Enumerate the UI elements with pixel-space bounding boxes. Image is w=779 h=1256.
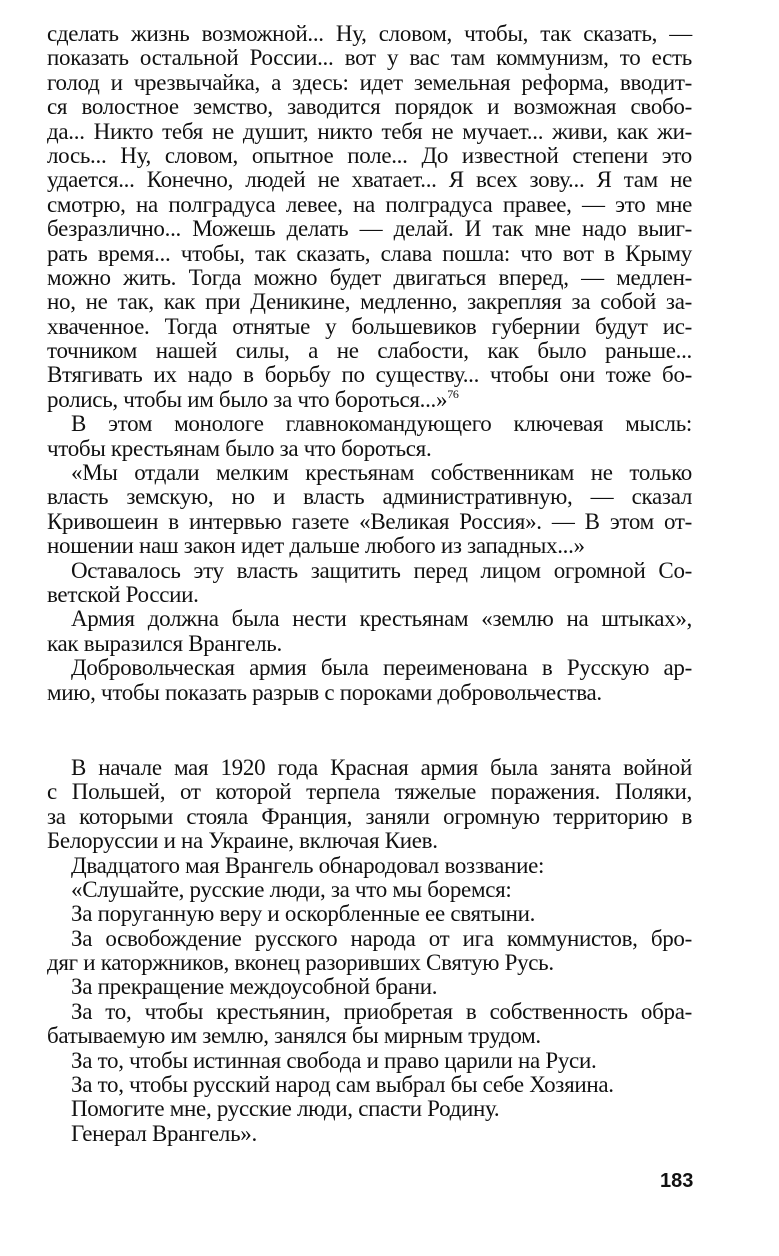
text-line-content: безразлично... Можешь делать — делай. И так мне надо выиг-	[47, 216, 692, 242]
text-line	[47, 485, 692, 509]
text-line-content: Армия должна была нести крестьянам «землю на штыках»,	[71, 606, 692, 632]
text-line-content: Кривошеин в интервью газете «Великая Россия». — В этом от-	[47, 508, 692, 534]
text-line-content: рать время... чтобы, так сказать, слава пошла: что вот в Крыму	[47, 240, 692, 266]
text-line	[47, 854, 692, 878]
text-line-content: «Слушайте, русские люди, за что мы боремся:	[71, 876, 512, 902]
text-line-content: за которыми стояла Франция, заняли огромную территорию в	[47, 803, 692, 829]
text-line	[47, 1000, 692, 1024]
text-line	[47, 461, 692, 485]
text-line-content: смотрю, на полградуса левее, на полградуса правее, — это мне	[47, 191, 692, 217]
text-line	[47, 412, 692, 436]
text-line-content: с Польшей, от которой терпела тяжелые поражения. Поляки,	[47, 779, 692, 805]
page-body	[47, 22, 692, 1146]
footnote-reference: 76	[447, 386, 459, 401]
text-line	[47, 242, 692, 266]
text-line-content: ся волостное земство, заводится порядок и возможная свобо-	[47, 94, 692, 120]
text-line	[47, 168, 692, 192]
text-line	[47, 805, 692, 829]
text-line-content: Белоруссии и на Украине, включая Киев.	[47, 828, 438, 854]
text-line-content: но, не так, как при Деникине, медленно, закрепляя за собой за-	[47, 289, 692, 315]
text-line	[47, 22, 692, 46]
text-line	[47, 217, 692, 241]
text-line	[47, 878, 692, 902]
text-line	[47, 363, 692, 387]
text-line-content: лось... Ну, словом, опытное поле... До известной степени это	[47, 142, 692, 168]
text-line-content: За освобождение русского народа от ига коммунистов, бро-	[71, 925, 692, 951]
text-line	[47, 780, 692, 804]
text-line-content: За прекращение междоусобной брани.	[71, 974, 438, 1000]
text-line	[47, 975, 692, 999]
text-line	[47, 437, 692, 461]
text-line-content: хваченное. Тогда отнятые у большевиков губернии будут ис-	[47, 313, 692, 339]
text-line	[47, 290, 692, 314]
text-line	[47, 46, 692, 70]
text-line	[47, 583, 692, 607]
text-line	[47, 534, 692, 558]
text-line-content: В этом монологе главнокомандующего ключевая мысль:	[71, 411, 692, 437]
text-line-content: За то, чтобы крестьянин, приобретая в собственность обра-	[71, 998, 692, 1024]
text-line	[47, 632, 692, 656]
text-line	[47, 1049, 692, 1073]
text-line-content: В начале мая 1920 года Красная армия была занята войной	[71, 754, 692, 780]
text-line	[47, 756, 692, 780]
page-number: 183	[660, 1170, 694, 1192]
text-line-content: Втягивать их надо в борьбу по существу... чтобы они тоже бо-	[47, 362, 692, 388]
text-line	[47, 339, 692, 363]
text-line	[47, 315, 692, 339]
text-line	[47, 388, 692, 412]
text-line	[47, 902, 692, 926]
text-line-content: как выразился Врангель.	[47, 630, 282, 656]
text-line-content: За то, чтобы русский народ сам выбрал бы себе Хозяина.	[71, 1072, 614, 1098]
text-line-content: чтобы крестьянам было за что бороться.	[47, 435, 432, 461]
text-line	[47, 1097, 692, 1121]
text-line-content: За поруганную веру и оскорбленные ее святыни.	[71, 901, 536, 927]
text-line-content: удается... Конечно, людей не хватает... Я всех зову... Я там не	[47, 167, 692, 193]
text-line	[47, 71, 692, 95]
text-line-content: За то, чтобы истинная свобода и право царили на Руси.	[71, 1047, 597, 1073]
text-line	[47, 510, 692, 534]
text-line	[47, 1122, 692, 1146]
text-line-content: точником нашей силы, а не слабости, как было раньше...	[47, 338, 692, 364]
text-line-content: батываемую им землю, занялся бы мирным трудом.	[47, 1023, 541, 1049]
text-line-content: Добровольческая армия была переименована в Русскую ар-	[71, 655, 692, 681]
text-line-content: ношении наш закон идет дальше любого из западных...»	[47, 533, 585, 559]
text-line-content: Помогите мне, русские люди, спасти Родину.	[71, 1096, 500, 1122]
text-line-content: мию, чтобы показать разрыв с пороками добровольчества.	[47, 679, 602, 705]
text-line-content: Двадцатого мая Врангель обнародовал воззвание:	[71, 852, 545, 878]
text-line-content: Генерал Врангель».	[71, 1120, 257, 1146]
text-line	[47, 120, 692, 144]
text-line	[47, 1024, 692, 1048]
text-line	[47, 829, 692, 853]
text-line	[47, 266, 692, 290]
text-line	[47, 607, 692, 631]
text-line-content: дяг и каторжников, вконец разоривших Святую Русь.	[47, 950, 554, 976]
text-line	[47, 927, 692, 951]
text-line	[47, 144, 692, 168]
text-line-content: показать остальной России... вот у вас там коммунизм, то есть	[47, 45, 692, 71]
text-line	[47, 656, 692, 680]
text-line-content: Оставалось эту власть защитить перед лицом огромной Со-	[71, 557, 692, 583]
text-line	[47, 193, 692, 217]
text-line-content: ролись, чтобы им было за что бороться...»	[47, 386, 448, 412]
text-line-content: сделать жизнь возможной... Ну, словом, чтобы, так сказать, —	[47, 21, 692, 46]
text-line-content: можно жить. Тогда можно будет двигаться вперед, — медлен-	[47, 264, 692, 290]
text-line-content: голод и чрезвычайка, а здесь: идет земельная реформа, вводит-	[47, 69, 692, 95]
text-line	[47, 1073, 692, 1097]
text-line-content: «Мы отдали мелким крестьянам собственникам не только	[71, 460, 692, 486]
text-line-content: власть земскую, но и власть административную, — сказал	[47, 484, 692, 510]
text-line	[47, 559, 692, 583]
text-line-content: да... Никто тебя не душит, никто тебя не мучает... живи, как жи-	[47, 118, 692, 144]
section-break	[47, 705, 692, 756]
text-line	[47, 951, 692, 975]
text-line	[47, 681, 692, 705]
text-line-content: ветской России.	[47, 581, 199, 607]
text-line	[47, 95, 692, 119]
